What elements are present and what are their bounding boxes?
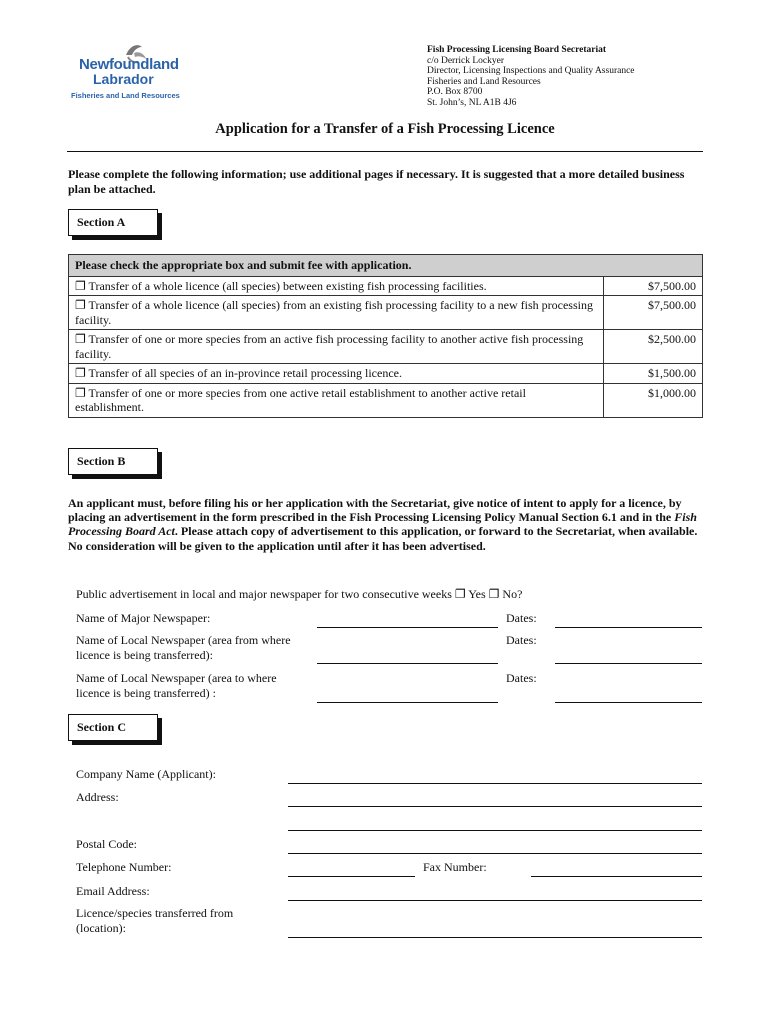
section-a-header [68, 209, 158, 236]
address-heading: Fish Processing Licensing Board Secretariat [427, 45, 607, 55]
fee-table-header-cell: Please check the appropriate box and submit fee with application. [69, 255, 703, 277]
company-name-label: Company Name (Applicant): [76, 767, 216, 781]
fax-label: Fax Number: [423, 860, 487, 874]
notice-text: . Please attach copy of advertisement to this application, or forward to the Secretariat, when available. No consideration will be given to the application until after it has been advertised. [68, 524, 698, 553]
advertisement-notice [68, 496, 708, 553]
local-newspaper-from-field[interactable] [317, 663, 498, 664]
section-a-label: Section A [77, 215, 126, 229]
fee-amount: $7,500.00 [604, 276, 703, 296]
local-newspaper-from-label: Name of Local Newspaper (area from where licence is being transferred): [76, 633, 291, 662]
act-name: Fish Processing Board Act [68, 510, 697, 539]
major-newspaper-label: Name of Major Newspaper: [76, 611, 211, 625]
fee-table-header [69, 255, 703, 277]
telephone-label: Telephone Number: [76, 860, 172, 874]
fee-row[interactable] [69, 383, 703, 417]
address-field-line1[interactable] [288, 806, 702, 807]
secretariat-address [427, 45, 635, 109]
address-field-line2[interactable] [288, 830, 702, 831]
section-c-header [68, 714, 158, 741]
fee-row[interactable] [69, 276, 703, 296]
company-name-field[interactable] [288, 783, 702, 784]
fee-option-text[interactable]: ❐ Transfer of one or more species from one active retail establishment to another active retail establishment. [69, 383, 604, 417]
fee-amount: $2,500.00 [604, 330, 703, 364]
fee-option-text[interactable]: ❐ Transfer of one or more species from an active fish processing facility to another active fish processing facility. [69, 330, 604, 364]
fee-row[interactable] [69, 364, 703, 384]
dates-label: Dates: [506, 611, 537, 625]
section-b-header [68, 448, 158, 475]
notice-text: An applicant must, before filing his or her application with the Secretariat, give notice of intent to apply for a licence, by placing an advertisement in the form prescribed in the Fish Processing Licensing Policy Manual Section 6.1 and in the [68, 496, 682, 525]
logo-line2: Labrador [93, 71, 154, 87]
advertisement-question[interactable]: Public advertisement in local and major newspaper for two consecutive weeks ❐ Yes ❐ No? [76, 587, 523, 601]
dates-label: Dates: [506, 671, 537, 685]
dates-label: Dates: [506, 633, 537, 647]
major-newspaper-dates-field[interactable] [555, 627, 702, 628]
fee-option-text[interactable]: ❐ Transfer of a whole licence (all species) between existing fish processing facilities. [69, 276, 604, 296]
licence-species-field[interactable] [288, 937, 702, 938]
local-newspaper-to-field[interactable] [317, 702, 498, 703]
address-line: P.O. Box 8700 [427, 87, 483, 98]
logo-line1: Newfoundland [79, 56, 179, 73]
fee-option-text[interactable]: ❐ Transfer of a whole licence (all species) from an existing fish processing facility to a new fish processing facility. [69, 296, 604, 330]
address-line: c/o Derrick Lockyer [427, 55, 505, 66]
fee-option-text[interactable]: ❐ Transfer of all species of an in-province retail processing licence. [69, 364, 604, 384]
fee-table [68, 254, 703, 418]
postal-code-label: Postal Code: [76, 837, 138, 851]
logo-subtitle: Fisheries and Land Resources [71, 91, 180, 100]
local-newspaper-to-dates-field[interactable] [555, 702, 702, 703]
page-title: Application for a Transfer of a Fish Processing Licence [215, 121, 555, 137]
address-label: Address: [76, 790, 119, 804]
section-c-label: Section C [77, 720, 126, 734]
fee-amount: $7,500.00 [604, 296, 703, 330]
address-line: St. John’s, NL A1B 4J6 [427, 97, 517, 108]
email-label: Email Address: [76, 884, 150, 898]
section-b-label: Section B [77, 454, 126, 468]
fee-amount: $1,500.00 [604, 364, 703, 384]
postal-code-field[interactable] [288, 853, 702, 854]
local-newspaper-to-label: Name of Local Newspaper (area to where licence is being transferred) : [76, 671, 277, 700]
licence-species-label: Licence/species transferred from (location): [76, 906, 234, 935]
fax-field[interactable] [531, 876, 702, 877]
address-line: Director, Licensing Inspections and Quality Assurance [427, 66, 635, 77]
major-newspaper-field[interactable] [317, 627, 498, 628]
telephone-field[interactable] [288, 876, 415, 877]
intro-text: Please complete the following information; use additional pages if necessary. It is suggested that a more detailed business plan be attached. [68, 167, 685, 196]
local-newspaper-from-dates-field[interactable] [555, 663, 702, 664]
email-field[interactable] [288, 900, 702, 901]
fee-amount: $1,000.00 [604, 383, 703, 417]
address-line: Fisheries and Land Resources [427, 76, 541, 87]
title-rule [67, 151, 703, 152]
fee-row[interactable] [69, 330, 703, 364]
fee-row[interactable] [69, 296, 703, 330]
